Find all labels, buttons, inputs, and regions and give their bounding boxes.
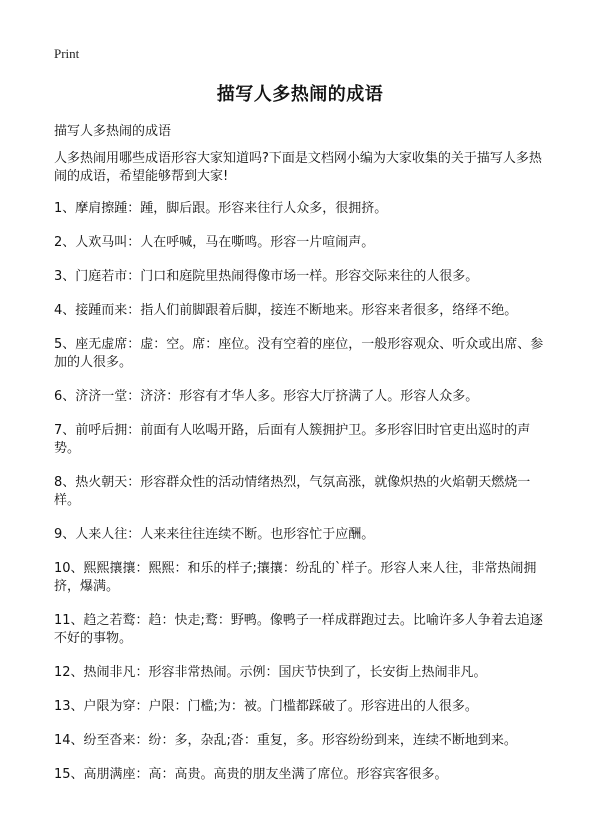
list-item: 13、户限为穿：户限：门槛;为：被。门槛都踩破了。形容进出的人很多。 bbox=[54, 699, 478, 714]
list-item: 3、门庭若市：门口和庭院里热闹得像市场一样。形容交际来往的人很多。 bbox=[54, 269, 479, 284]
list-item: 4、接踵而来：指人们前脚跟着后脚，接连不断地来。形容来者很多，络绎不绝。 bbox=[54, 303, 518, 318]
list-item: 11、趋之若鹜：趋：快走;鹜：野鸭。像鸭子一样成群跑过去。比喻许多人争着去追逐不好的事物。 bbox=[54, 613, 543, 646]
list-item: 10、熙熙攘攘：熙熙：和乐的样子;攘攘：纷乱的`样子。形容人来人往，非常热闹拥挤，爆满。 bbox=[54, 561, 537, 594]
list-item: 1、摩肩擦踵：踵，脚后跟。形容来往行人众多，很拥挤。 bbox=[54, 201, 388, 216]
list-item: 12、热闹非凡：形容非常热闹。示例：国庆节快到了，长安街上热闹非凡。 bbox=[54, 665, 487, 680]
list-item: 9、人来人往：人来来往往连续不断。也形容忙于应酬。 bbox=[54, 527, 375, 542]
page-title: 描写人多热闹的成语 bbox=[216, 84, 384, 105]
article-subtitle: 描写人多热闹的成语 bbox=[54, 124, 172, 139]
idiom-list bbox=[54, 200, 554, 800]
list-item: 15、高朋满座：高：高贵。高贵的朋友坐满了席位。形容宾客很多。 bbox=[54, 767, 448, 782]
list-item: 5、座无虚席：虚：空。席：座位。没有空着的座位，一般形容观众、听众或出席、参加的人很多。 bbox=[54, 337, 544, 370]
print-link[interactable]: Print bbox=[54, 46, 80, 61]
list-item: 7、前呼后拥：前面有人吆喝开路，后面有人簇拥护卫。多形容旧时官吏出巡时的声势。 bbox=[54, 423, 531, 456]
intro-paragraph: 人多热闹用哪些成语形容大家知道吗?下面是文档网小编为大家收集的关于描写人多热闹的成语，希望能够帮到大家! bbox=[54, 151, 542, 184]
list-item: 6、济济一堂：济济：形容有才华人多。形容大厅挤满了人。形容人众多。 bbox=[54, 389, 479, 404]
list-item: 2、人欢马叫：人在呼喊，马在嘶鸣。形容一片喧闹声。 bbox=[54, 235, 375, 250]
list-item: 14、纷至沓来：纷：多，杂乱;沓：重复，多。形容纷纷到来，连续不断地到来。 bbox=[54, 733, 517, 748]
list-item: 8、热火朝天：形容群众性的活动情绪热烈，气氛高涨，就像炽热的火焰朝天燃烧一样。 bbox=[54, 475, 531, 508]
